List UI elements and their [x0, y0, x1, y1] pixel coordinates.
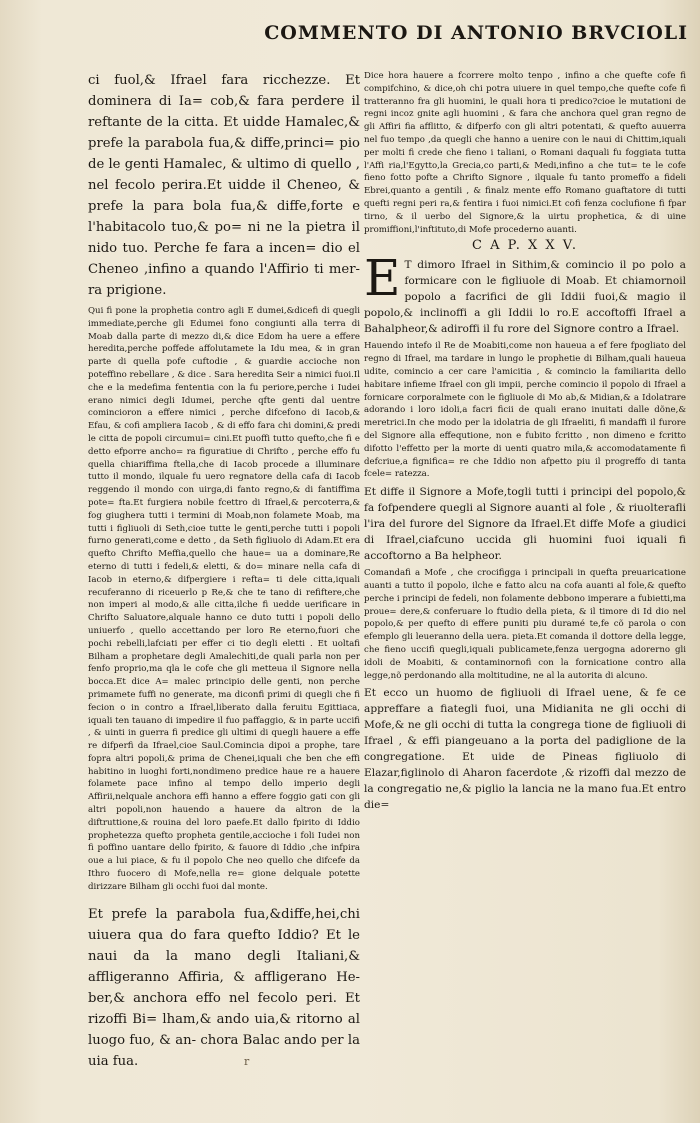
footer-mark: r: [244, 1055, 250, 1068]
commentary-bottom: Comandafi a Mofe , che crocifigga i principali in quefta preuaricatione auanti a tutto il popolo, ilche e fatto alcu na cofa auanti al fole,& quefto perche i principi de fedeli, non folamente debbono imperare a fubietti,ma proue= dere,& conferuare lo ftudio della pieta, & il timore di Id dio nel popolo,& per quefto di effere puniti piu duramé te,fe cõ parola o con efemplo gli leueranno della uera. pieta.Et comanda il dottore della legge, che fieno uccifi quegli,iquali publicamete,fenza uergogna adorerno gli idoli de Moabiti, & contaminornofi con la fornicatione contro alla legge,nõ perdonando alla moltitudine, ne al la autorita di alcuno.: [364, 568, 686, 681]
commentary-middle: Hauendo intefo il Re de Moabiti,come non haueua a ef fere fpogliato del regno di Ifrael, ma tardare in lungo le prophetie di Bilham,quali haueua udite, comincio a cer care l'amicitia , & comincio la familiarita dello habitare infieme Ifrael con gli impii, perche comincio il popolo di Ifrael a fornicare corporalmete con le figliuole di Mo ab,& Midian,& a Idolatrare adorando i loro idoli,a facri ficii de quali erano inuitati dalle dõne,& meretrici.In che modo per la idolatria de gli Ifraeliti, fi mandaffi il furore del Signore alla effequtione, non e fubito fcritto , non dimeno e fcritto difotto l'effetto per la morte di uenti quatro mila,& accomodatamente fi defcriue,a fignifica= re che Iddio non afpetto piu il progreffo di tanta fcele= ratezza.: [364, 341, 686, 480]
scripture-verse-top: ci fuol,& Ifrael fara ricchezze. Et dominera di Ia= cob,& fara perdere il reftante de la citta. Et uidde Hamalec,& prefe la parabola fua,& diffe,princi= pio de le genti Hamalec, & ultimo di quello , nel fecolo perira.Et uidde il Cheneo, & prefe la para bola fua,& diffe,forte e l'habitacolo tuo,& po= ni ne la pietra il nido tuo. Perche fe fara a incen= dio el Cheneo ,infino a quando l'Affirio ti mer- ra prigione.: [88, 73, 360, 298]
scripture-verse-bottom: Et prefe la parabola fua,&diffe,hei,chi uiuera qua do fara quefto Iddio? Et le naui da la mano degli Italiani,& affligeranno Affiria, & affligerano He- ber,& anchora effo nel fecolo peri. Et rizoffi Bi= lham,& ando uia,& ritorno al luogo fuo, & an- chora Balac ando per la uia fua.: [88, 906, 360, 1069]
scripture-verse-middle: Et diffe il Signore a Mofe,togli tutti i principi del popolo,& fa fofpendere quegli al Signore auanti al fole , & riuolterafli l'ira del furore del Signore da Ifrael.Et diffe Mofe a giudici di Ifrael,ciafcuno uccida gli huomini fuoi iquali fi accoftorno a Ba helpheor.: [364, 486, 686, 563]
right-column: [364, 70, 686, 1110]
running-header: COMMENTO DI ANTONIO BRVCIOLI: [264, 22, 688, 44]
left-column: [88, 70, 360, 1110]
commentary-paragraph: Qui fi pone la prophetia contro agli E dumei,&dicefi di quegli immediate,perche gli Edumei fono congiunti alla terra di Moab dalla parte di mezzo di,& dice Edom ha uere a effere heredita,perche poffede affolutamete la Idu mea, & in gran parte di quella pofe cuftodie , & guardie accioche non poteffino rebellare , & dice . Sara heredita Seir a nimici fuoi.Il che e la medefima fententia con la fu periore,perche i Iudei erano nimici degli Idumei, perche qfte genti dal uentre comincioron a effere nimici , perche difcefono di Iacob,& Efau, & cofi ampliera Iacob , & di effo fara chi domini,& predi le citta de popoli circumui= cini.Et puoffi tutto quefto,che fi e detto efporre ancho= ra figuratiue di Chrifto , perche effo fu quella chiariffima ftella,che di Iacob procede a illuminare tutto il mondo, ilquale fu uero regnatore della cafa di Iacob reggendo il mondo con uirga,di fanto regno,& di fantiffima pote= fta.Et furgiera nobile fcettro di Ifrael,& percoterra,& fog giughera tutti i termini di Moab,non folamete Moab, ma tutti i figliuoli di Seth,cioe tutte le genti,perche tutti i popoli furno generati,come e detto , da Seth figliuolo di Adam.Et era quefto Chrifto Meffia,quello che haue= ua a dominare,Re eterno di tutti i fedeli,& eletti, & do= minare nella cafa di Iacob in eterno,& difpergiere i refta= ti dele citta,iquali recuferanno di riceuerlo p Re,& che te tano di refiftere,che non imperi al modo,& alle citta,ilche fi uedde uerificare in Chrifto Saluatore,alquale hanno ce duto tutti i popoli dello uniuerfo , quello accettando per loro Re eterno,fuori che pochi rebelli,lafciati per effer ci tio degli eletti . Et uoltafi Bilham a prophetare degli Amalechiti,de quali parla non per fenfo proprio,ma qla le cofe che gli metteua il Signore nella bocca.Et dice A= malec principio delle genti, non perche primamete fuffi no generate, ma diconfi primi di quegli che fi fecion o in contro a Ifrael,liberato dalla feruitu Egittiaca, iquali ten tauano di impedire il fuo paffaggio, & in parte uccifi , & uinti in guerra fi predice gli ultimi di quegli hauere a effe re difperfi da Ifrael,cioe Saul.Comincia dipoi a prophe, tare fopra altri popoli,& prima de Chenei,iquali che ben che effi habitino in luoghi forti,nondimeno predice haue re a hauere folamete pace infino al tempo dello imperio degli Affirii,nelquale anchora effi hanno a effere foggio gati con gli altri popoli,non hauendo a hauere da altron de la diftruttione,& rouina del loro paefe.Et dallo fpirito di Iddio prophetezza quefto propheta gentile,accioche i foli Iudei non fi poffino uantare dello fpirito, & fauore di Iddio ,che infpira oue a lui piace, & fu il popolo Che neo quello che difcefe da Ithro fuocero di Mofe,nella re= gione delquale potette dirizzare Bilham gli occhi fuoi dal monte.: [88, 306, 360, 892]
chapter-heading: C A P. X X V.: [472, 238, 578, 254]
drop-cap: E: [364, 249, 401, 308]
scripture-verse-main: [364, 249, 686, 337]
commentary-top: Dice hora hauere a fcorrere molto tenpo , infino a che quefte cofe fi compifchino, & dice,oh chi potra uiuere in quel tempo,che quefte cofe fi tratteranno fra gli huomini, le quali hora ti predico?cioe le mutationi de regni incoz gnite agli huomini , & fara che anchora quel gran regno de gli Affiri fia afflitto, & difperfo con gli altri potentati, & quefto auuerra nel fuo tempo ,da quegli che hanno a uenire con le naui di Chittim,iquali per molti fi crede che fieno i taliani, o Romani daquali fu foggiata tutta l'Affi ria,l'Egytto,la Grecia,co parti,& Medi,infino a che tut= te le cofe fieno fotto pofte a Chrifto Signore , ilquale fu tanto promeffo a fideli Ebrei,quanto a gentili , & finalz mente effo Romano guaftatore di tutti quefti regni peri ra,& fentira i fuoi nimici.Et cofi fenza coclufione fi fpar tirno, & il uerbo del Signore,& la uirtu prophetica, & di uine promiffioni,l'inftituto,di Mofe procederno auanti.: [364, 71, 686, 235]
scripture-verse-bottom-right: Et ecco un huomo de figliuoli di Ifrael uene, & fe ce appreffare a fiategli fuoi, una Midianita ne gli occhi di Mofe,& ne gli occhi di tutta la congrega tione de figliuoli di Ifrael , & effi piangeuano a la porta del padiglione de la congregatione. Et uide de Pineas figliuolo di Elazar,figlinolo di Aharon facerdote ,& rizoffi dal mezzo de la congregatio ne,& piglio la lancia ne la mano fua.Et entro die=: [364, 687, 686, 812]
verse-main-text: T dimoro Ifrael in Sithim,& comincio il po polo a formicare con le figliuole di Moab. Et chiamornoil popolo a facrifici de gli Iddii fuoi,& magio il popolo,& inclinoffi a gli Iddii lo ro.E accoftoffi Ifrael a Bahalpheor,& adiroffi il fu rore del Signore contro a Ifrael.: [364, 259, 686, 336]
